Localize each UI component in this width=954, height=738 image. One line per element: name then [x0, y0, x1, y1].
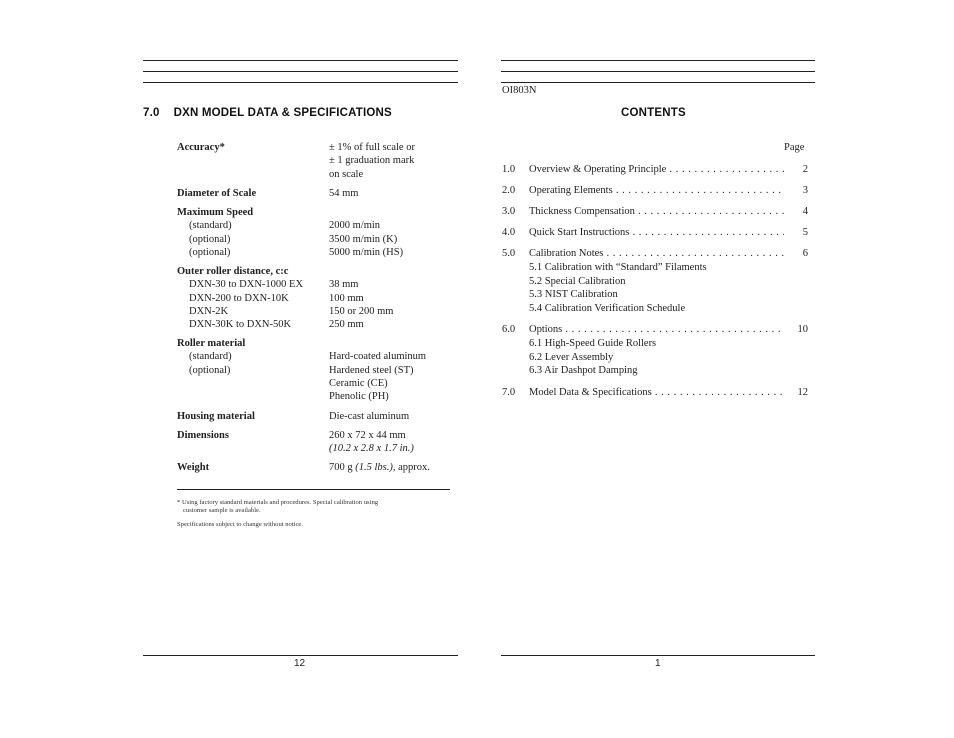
toc-subentry[interactable]: 6.1 High-Speed Guide Rollers	[529, 338, 657, 349]
toc-title: Quick Start Instructions . . .	[529, 226, 784, 240]
spec-label: Dimensions	[177, 430, 229, 441]
spec-sublabel: (optional)	[189, 364, 231, 376]
spec-value: 100 mm	[329, 292, 364, 304]
toc-number: 1.0	[502, 164, 516, 175]
spec-value: Hard-coated aluminum	[329, 351, 427, 363]
header-rule-top	[143, 60, 458, 61]
toc-number: 2.0	[502, 185, 516, 196]
spec-value	[329, 461, 430, 474]
toc-title: Overview & Operating Principle . . .	[529, 163, 784, 177]
toc-page: 5	[802, 227, 808, 238]
spec-sublabel: DXN-30 to DXN-1000 EX	[189, 279, 304, 291]
header-rule-bottom	[143, 82, 458, 83]
spec-value: 54 mm	[329, 188, 359, 199]
spec-label: Accuracy*	[177, 142, 225, 153]
toc-page: 2	[802, 164, 808, 175]
spec-value: 260 x 72 x 44 mm	[329, 430, 406, 441]
toc-title: Thickness Compensation . . .	[529, 205, 784, 219]
footnote-rule	[177, 489, 450, 490]
footnote-line: * Using factory standard materials and procedures. Special calibration using	[177, 499, 379, 506]
spec-label: Weight	[177, 462, 210, 473]
spec-value: ± 1 graduation mark	[329, 155, 415, 167]
spec-value: on scale	[329, 168, 364, 180]
toc-page: 10	[797, 324, 808, 335]
spec-value: Die-cast aluminum	[329, 411, 410, 422]
spec-value: ± 1% of full scale or	[329, 142, 415, 153]
weight-imperial: (1.5 lbs.)	[355, 462, 393, 473]
spec-value: 2000 m/min	[329, 220, 381, 232]
spec-value: 38 mm	[329, 279, 359, 291]
toc-number: 6.0	[502, 324, 516, 335]
toc-subentry[interactable]: 6.3 Air Dashpot Damping	[529, 365, 638, 377]
header-rule-top	[501, 60, 815, 61]
page-column-header: Page	[784, 142, 805, 153]
page-number-left: 12	[294, 658, 306, 669]
toc-subentry[interactable]: 6.2 Lever Assembly	[529, 351, 614, 363]
header-rule-bottom	[501, 82, 815, 83]
spec-value: 250 mm	[329, 319, 364, 331]
contents-title: CONTENTS	[621, 107, 686, 119]
spec-value: 5000 m/min (HS)	[329, 246, 404, 258]
spec-value: Ceramic (CE)	[329, 377, 388, 389]
spec-sublabel: (optional)	[189, 233, 231, 245]
spec-sublabel: DXN-30K to DXN-50K	[189, 319, 292, 331]
spec-value: Hardened steel (ST)	[329, 364, 414, 376]
footnote-line: customer sample is available.	[183, 507, 261, 515]
toc-subentry[interactable]: 5.1 Calibration with “Standard” Filaments	[529, 262, 707, 273]
spec-value: Phenolic (PH)	[329, 391, 389, 403]
toc-title: Options . . .	[529, 323, 784, 337]
toc-subentry[interactable]: 5.2 Special Calibration	[529, 275, 626, 287]
doc-code: OI803N	[502, 85, 537, 96]
toc-number: 4.0	[502, 227, 516, 238]
spec-label: Diameter of Scale	[177, 188, 257, 199]
spec-sublabel: DXN-200 to DXN-10K	[189, 292, 289, 304]
spec-label: Outer roller distance, c:c	[177, 266, 289, 277]
spec-sublabel: DXN-2K	[189, 305, 229, 317]
toc-page: 12	[797, 387, 808, 398]
spec-value: 150 or 200 mm	[329, 305, 394, 317]
header-rule-middle	[501, 71, 815, 72]
toc-title: Calibration Notes . . .	[529, 247, 784, 261]
spec-label: Roller material	[177, 338, 246, 349]
spec-label: Housing material	[177, 411, 255, 422]
page-number-right: 1	[655, 658, 661, 669]
toc-page: 3	[802, 185, 808, 196]
toc-page: 6	[802, 248, 808, 259]
footnote-accuracy	[177, 499, 378, 516]
spec-label: Maximum Speed	[177, 207, 254, 218]
toc-subentry[interactable]: 5.3 NIST Calibration	[529, 289, 618, 301]
section-heading	[143, 107, 392, 119]
spec-value: 3500 m/min (K)	[329, 233, 398, 245]
header-rule-middle	[143, 71, 458, 72]
toc-title: Model Data & Specifications . . .	[529, 386, 784, 400]
toc-subentry[interactable]: 5.4 Calibration Verification Schedule	[529, 302, 686, 314]
toc-page: 4	[802, 206, 808, 217]
footnote-notice: Specifications subject to change without notice.	[177, 521, 303, 528]
footer-rule-right	[501, 655, 815, 656]
section-number: 7.0	[143, 107, 160, 119]
toc-number: 3.0	[502, 206, 516, 217]
weight-metric: 700 g	[329, 462, 356, 473]
spec-sublabel: (standard)	[189, 351, 232, 363]
toc-title: Operating Elements . . .	[529, 184, 784, 198]
spec-sublabel: (standard)	[189, 220, 232, 232]
spec-sublabel: (optional)	[189, 246, 231, 258]
footer-rule-left	[143, 655, 458, 656]
toc-number: 7.0	[502, 387, 516, 398]
spec-value: (10.2 x 2.8 x 1.7 in.)	[329, 443, 414, 455]
toc-number: 5.0	[502, 248, 516, 259]
weight-suffix: , approx.	[392, 462, 430, 473]
section-title: DXN MODEL DATA & SPECIFICATIONS	[173, 107, 392, 119]
